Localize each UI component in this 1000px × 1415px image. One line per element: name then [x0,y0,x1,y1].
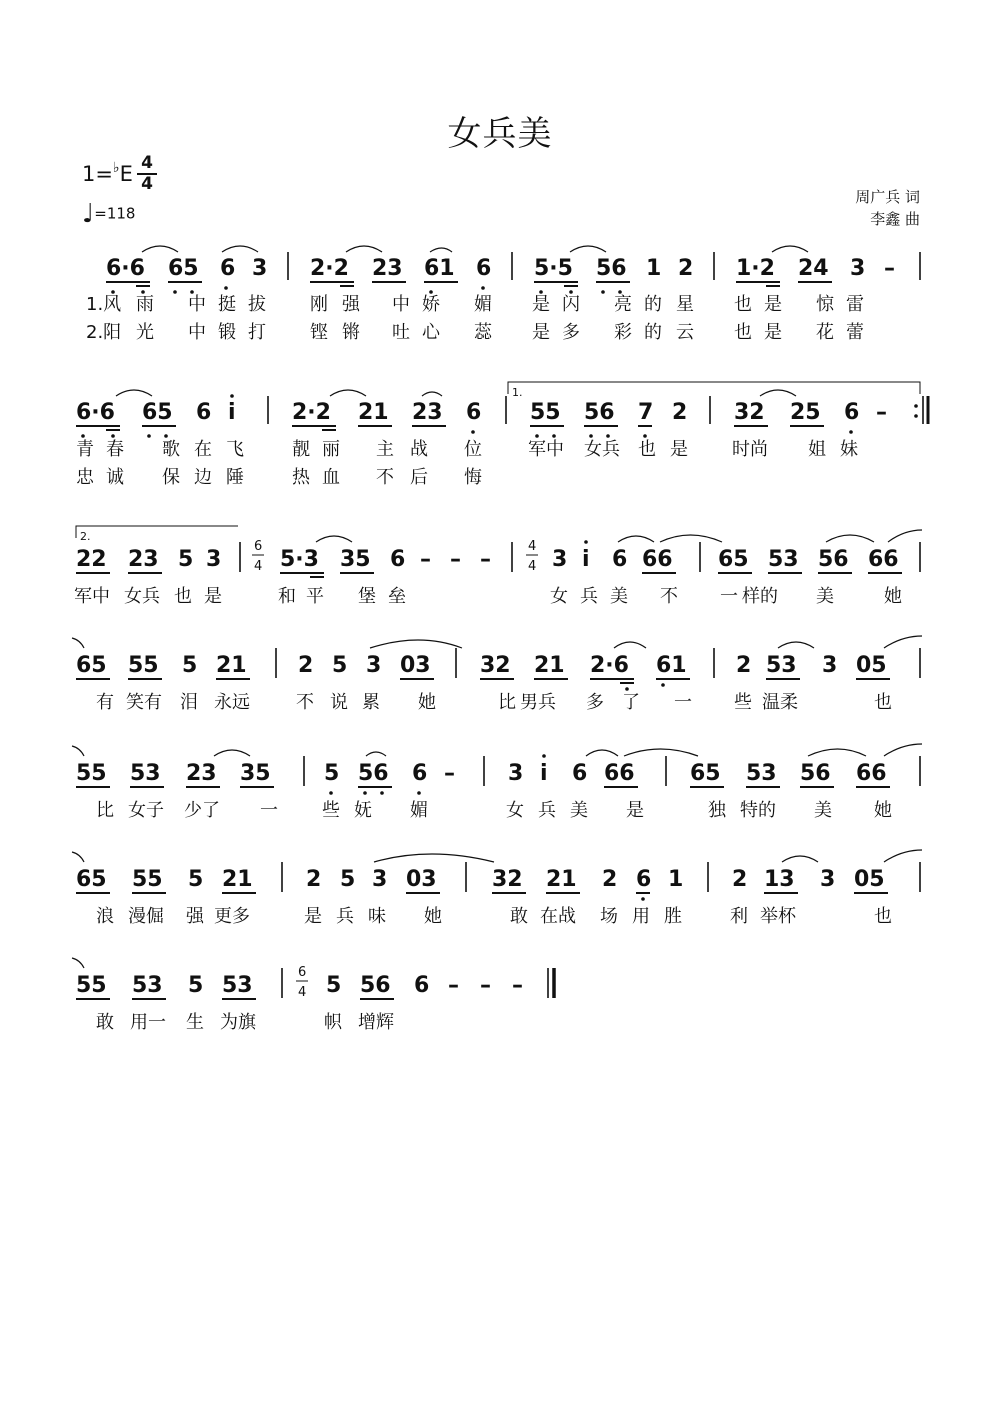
score-system-6 [0,846,1000,956]
svg-text:比: 比 [498,692,516,713]
svg-text:铿: 铿 [310,322,328,343]
svg-text:65: 65 [76,867,107,892]
svg-text:也: 也 [734,294,752,315]
svg-text:56: 56 [360,973,391,998]
svg-text:有: 有 [96,692,114,713]
tempo-value: =118 [94,204,136,223]
svg-text:血: 血 [322,467,340,488]
svg-text:她: 她 [424,906,442,927]
svg-text:忠: 忠 [76,467,94,488]
svg-text:6: 6 [220,256,236,281]
svg-text:56: 56 [818,547,849,572]
svg-text:惊: 惊 [816,294,834,315]
svg-text:泪: 泪 [180,692,198,713]
svg-text:3: 3 [850,256,866,281]
svg-text:6: 6 [844,400,860,425]
svg-text:光: 光 [136,322,154,343]
svg-text:55: 55 [530,400,561,425]
svg-text:是: 是 [670,439,688,460]
svg-text:女: 女 [550,586,568,607]
svg-text:累: 累 [362,692,380,713]
svg-text:6: 6 [254,539,263,554]
svg-text:帜: 帜 [324,1012,342,1033]
svg-text:5·5: 5·5 [534,256,573,281]
svg-text:后: 后 [410,467,428,488]
svg-text:是: 是 [204,586,222,607]
svg-text:中: 中 [188,322,206,343]
svg-text:35: 35 [240,761,271,786]
svg-text:强: 强 [186,906,204,927]
svg-text:笑有: 笑有 [126,692,162,713]
svg-text:飞: 飞 [226,439,244,460]
svg-text:2: 2 [732,867,748,892]
key-prefix: 1= [82,162,113,186]
svg-text:时尚: 时尚 [732,439,768,460]
svg-text:21: 21 [216,653,247,678]
svg-text:–: – [480,973,491,998]
svg-text:1: 1 [646,256,662,281]
svg-text:妹: 妹 [840,439,858,460]
svg-text:–: – [876,400,887,425]
svg-text:6: 6 [298,965,307,980]
svg-text:姐: 姐 [808,439,826,460]
svg-text:是: 是 [764,322,782,343]
svg-text:是: 是 [532,322,550,343]
svg-text:永远: 永远 [214,692,250,713]
svg-text:诚: 诚 [106,467,124,488]
svg-text:–: – [444,761,455,786]
svg-text:66: 66 [856,761,887,786]
score-system-3 [0,526,1000,636]
svg-text:举杯: 举杯 [760,906,796,927]
svg-text:些: 些 [322,800,340,821]
svg-text:多: 多 [586,692,604,713]
svg-text:4: 4 [254,559,263,574]
svg-text:垒: 垒 [388,586,406,607]
staff-line-4 [0,632,1000,732]
svg-text:2: 2 [298,653,314,678]
svg-text:妩: 妩 [354,800,372,821]
svg-text:22: 22 [76,547,107,572]
svg-text:53: 53 [130,761,161,786]
svg-text:也: 也 [174,586,192,607]
svg-text:4: 4 [528,559,537,574]
svg-text:和: 和 [278,586,296,607]
svg-text:她: 她 [418,692,436,713]
svg-text:锵: 锵 [342,322,360,343]
svg-text:6: 6 [612,547,628,572]
svg-text:歌: 歌 [162,439,180,460]
svg-text:3: 3 [552,547,568,572]
svg-text:61: 61 [424,256,455,281]
svg-text:66: 66 [642,547,673,572]
svg-text:6: 6 [414,973,430,998]
svg-text:云: 云 [676,322,694,343]
svg-text:56: 56 [800,761,831,786]
key-letter: E [119,162,133,186]
svg-text:53: 53 [766,653,797,678]
svg-text:2.: 2. [80,530,91,543]
svg-text:也: 也 [874,906,892,927]
svg-text:56: 56 [358,761,389,786]
svg-text:丽: 丽 [322,439,340,460]
svg-text:2: 2 [678,256,694,281]
svg-text:21: 21 [222,867,253,892]
svg-text:56: 56 [596,256,627,281]
svg-text:兵: 兵 [580,586,598,607]
svg-text:6: 6 [466,400,482,425]
svg-text:温柔: 温柔 [762,692,798,713]
svg-text:7: 7 [638,400,654,425]
svg-text:是: 是 [532,294,550,315]
svg-text:55: 55 [128,653,159,678]
svg-text:65: 65 [690,761,721,786]
svg-text:雷: 雷 [846,294,864,315]
svg-text:6·6: 6·6 [106,256,145,281]
staff-line-1 [0,240,1000,350]
svg-text:堡: 堡 [358,586,376,607]
meter-top: 4 [141,153,153,173]
svg-text:媚: 媚 [410,800,428,821]
svg-text:亮: 亮 [614,294,632,315]
svg-text:5: 5 [332,653,348,678]
svg-text:春: 春 [106,439,124,460]
svg-text:锻: 锻 [218,322,236,343]
svg-text:5: 5 [326,973,342,998]
svg-text:热: 热 [292,467,310,488]
svg-text:保: 保 [162,467,180,488]
score-system-5 [0,740,1000,850]
svg-text:一: 一 [720,586,738,607]
svg-text:美: 美 [816,586,834,607]
quarter-note-icon: ♩ [82,199,95,229]
svg-text:23: 23 [128,547,159,572]
svg-text:为旗: 为旗 [220,1012,256,1033]
svg-text:边: 边 [194,467,212,488]
svg-text:强: 强 [342,294,360,315]
svg-text:i: i [228,400,236,425]
svg-text:2: 2 [306,867,322,892]
score-system-1 [0,240,1000,350]
svg-text:的: 的 [644,322,662,343]
svg-text:32: 32 [480,653,511,678]
svg-text:2: 2 [602,867,618,892]
svg-text:6: 6 [572,761,588,786]
svg-text:1.: 1. [512,386,523,399]
svg-text:浪: 浪 [96,906,114,927]
svg-text:敢: 敢 [510,906,528,927]
svg-text:她: 她 [884,586,902,607]
svg-text:说: 说 [330,692,348,713]
svg-text:6: 6 [196,400,212,425]
svg-text:不: 不 [660,586,678,607]
svg-text:65: 65 [718,547,749,572]
svg-text:4: 4 [298,985,307,1000]
svg-text:悔: 悔 [464,467,482,488]
svg-text:独: 独 [708,800,726,821]
svg-text:3: 3 [252,256,268,281]
svg-text:味: 味 [368,906,386,927]
svg-text:53: 53 [768,547,799,572]
svg-text:娇: 娇 [422,294,440,315]
svg-text:特的: 特的 [740,800,776,821]
svg-text:56: 56 [584,400,615,425]
svg-text:主: 主 [376,439,394,460]
svg-text:吐: 吐 [392,322,410,343]
svg-text:3: 3 [822,653,838,678]
svg-text:打: 打 [248,322,266,343]
score-system-4 [0,632,1000,742]
svg-text:–: – [884,256,895,281]
svg-text:她: 她 [874,800,892,821]
svg-text:刚: 刚 [310,294,328,315]
svg-text:23: 23 [186,761,217,786]
svg-text:兵: 兵 [538,800,556,821]
tempo-marking [82,199,136,229]
svg-text:挺: 挺 [218,294,236,315]
svg-text:美: 美 [814,800,832,821]
svg-text:32: 32 [492,867,523,892]
svg-text:女兵: 女兵 [584,439,620,460]
svg-text:也: 也 [638,439,656,460]
svg-text:了: 了 [622,692,640,713]
svg-text:3: 3 [820,867,836,892]
svg-text:13: 13 [764,867,795,892]
svg-text:男兵: 男兵 [520,692,556,713]
svg-text:6: 6 [636,867,652,892]
svg-text:65: 65 [142,400,173,425]
svg-text:–: – [480,547,491,572]
svg-text:美: 美 [570,800,588,821]
lyricist: 周广兵 词 [855,188,920,206]
staff-line-6 [0,846,1000,946]
svg-text:美: 美 [610,586,628,607]
svg-text:65: 65 [76,653,107,678]
staff-line-5 [0,740,1000,840]
svg-text:更多: 更多 [214,906,250,927]
svg-text:6: 6 [390,547,406,572]
svg-text:6·6: 6·6 [76,400,115,425]
svg-text:5: 5 [324,761,340,786]
svg-text:3: 3 [372,867,388,892]
svg-text:23: 23 [372,256,403,281]
svg-text:也: 也 [734,322,752,343]
svg-text:星: 星 [676,294,694,315]
svg-text:65: 65 [168,256,199,281]
svg-text:军中: 军中 [528,439,564,460]
svg-text:彩: 彩 [614,322,632,343]
svg-text:1.风: 1.风 [86,294,122,315]
svg-text:25: 25 [790,400,821,425]
svg-text:陲: 陲 [226,467,244,488]
svg-text:中: 中 [188,294,206,315]
svg-text:增辉: 增辉 [358,1012,394,1033]
svg-text:24: 24 [798,256,829,281]
svg-text:66: 66 [604,761,635,786]
svg-text:用: 用 [632,906,650,927]
svg-text:05: 05 [854,867,885,892]
svg-text:53: 53 [222,973,253,998]
svg-text:女子: 女子 [128,800,164,821]
svg-text:5: 5 [182,653,198,678]
time-signature [136,154,158,194]
svg-text:靓: 靓 [292,439,310,460]
svg-text:在战: 在战 [540,906,576,927]
svg-text:5: 5 [188,867,204,892]
svg-text:2: 2 [736,653,752,678]
svg-text:不: 不 [296,692,314,713]
svg-text:的: 的 [644,294,662,315]
svg-text:平: 平 [306,586,324,607]
svg-text:蕊: 蕊 [474,322,492,343]
svg-text:21: 21 [546,867,577,892]
svg-text:5: 5 [188,973,204,998]
svg-text:5: 5 [178,547,194,572]
svg-text:用一: 用一 [130,1012,166,1033]
svg-text:2: 2 [672,400,688,425]
svg-text:花: 花 [816,322,834,343]
svg-text:青: 青 [76,439,94,460]
svg-text:2.阳: 2.阳 [86,322,122,343]
svg-text:女兵: 女兵 [124,586,160,607]
svg-text:21: 21 [534,653,565,678]
svg-text:32: 32 [734,400,765,425]
staff-line-2 [0,382,1000,492]
svg-text:漫倔: 漫倔 [128,906,164,927]
svg-text:军中: 军中 [74,586,110,607]
svg-text:中: 中 [392,294,410,315]
svg-text:4: 4 [528,539,537,554]
svg-text:不: 不 [376,467,394,488]
flat-sign: ♭ [112,160,120,176]
svg-text:是: 是 [626,800,644,821]
svg-text:些: 些 [734,692,752,713]
staff-line-3 [0,526,1000,626]
svg-text:敢: 敢 [96,1012,114,1033]
svg-text:–: – [420,547,431,572]
svg-text:兵: 兵 [336,906,354,927]
svg-text:05: 05 [856,653,887,678]
svg-text:5·3: 5·3 [280,547,319,572]
svg-text:场: 场 [600,906,618,927]
svg-text:胜: 胜 [664,906,682,927]
svg-text:是: 是 [304,906,322,927]
svg-text:2·6: 2·6 [590,653,629,678]
svg-text:1: 1 [668,867,684,892]
staff-line-7 [0,952,1000,1052]
svg-text:战: 战 [410,439,428,460]
svg-text:6: 6 [412,761,428,786]
composer: 李鑫 曲 [870,210,920,228]
score-system-7 [0,952,1000,1062]
svg-text:是: 是 [764,294,782,315]
svg-text:1·2: 1·2 [736,256,775,281]
credits [855,186,920,230]
svg-text:03: 03 [406,867,437,892]
svg-text:2·2: 2·2 [292,400,331,425]
svg-text:拔: 拔 [248,294,266,315]
svg-text:53: 53 [132,973,163,998]
svg-text:女: 女 [506,800,524,821]
svg-text:03: 03 [400,653,431,678]
svg-text:一: 一 [260,800,278,821]
svg-text:3: 3 [206,547,222,572]
svg-text:3: 3 [366,653,382,678]
song-title: 女兵美 [447,114,553,154]
svg-text:i: i [582,547,590,572]
svg-text:55: 55 [132,867,163,892]
meter-bottom: 4 [141,174,153,194]
svg-text:–: – [448,973,459,998]
svg-text:53: 53 [746,761,777,786]
svg-text:一: 一 [674,692,692,713]
svg-text:媚: 媚 [474,294,492,315]
svg-text:在: 在 [194,439,212,460]
svg-text:2·2: 2·2 [310,256,349,281]
svg-text:多: 多 [562,322,580,343]
svg-text:55: 55 [76,761,107,786]
svg-text:5: 5 [340,867,356,892]
svg-text:比: 比 [96,800,114,821]
svg-text:–: – [512,973,523,998]
svg-text:样的: 样的 [742,586,778,607]
svg-text:55: 55 [76,973,107,998]
svg-text:雨: 雨 [136,294,154,315]
svg-text:利: 利 [730,906,748,927]
svg-text:21: 21 [358,400,389,425]
svg-text:35: 35 [340,547,371,572]
svg-text:66: 66 [868,547,899,572]
svg-text:–: – [450,547,461,572]
svg-text:蕾: 蕾 [846,322,864,343]
score-system-2 [0,382,1000,492]
svg-text:也: 也 [874,692,892,713]
svg-text:6: 6 [476,256,492,281]
svg-text:i: i [540,761,548,786]
svg-text:位: 位 [464,439,482,460]
key-signature [82,162,133,186]
svg-text:3: 3 [508,761,524,786]
svg-text:少了: 少了 [184,800,220,821]
svg-text:生: 生 [186,1012,204,1033]
svg-text:闪: 闪 [562,294,580,315]
svg-text:61: 61 [656,653,687,678]
svg-text:23: 23 [412,400,443,425]
svg-text:心: 心 [422,322,440,343]
